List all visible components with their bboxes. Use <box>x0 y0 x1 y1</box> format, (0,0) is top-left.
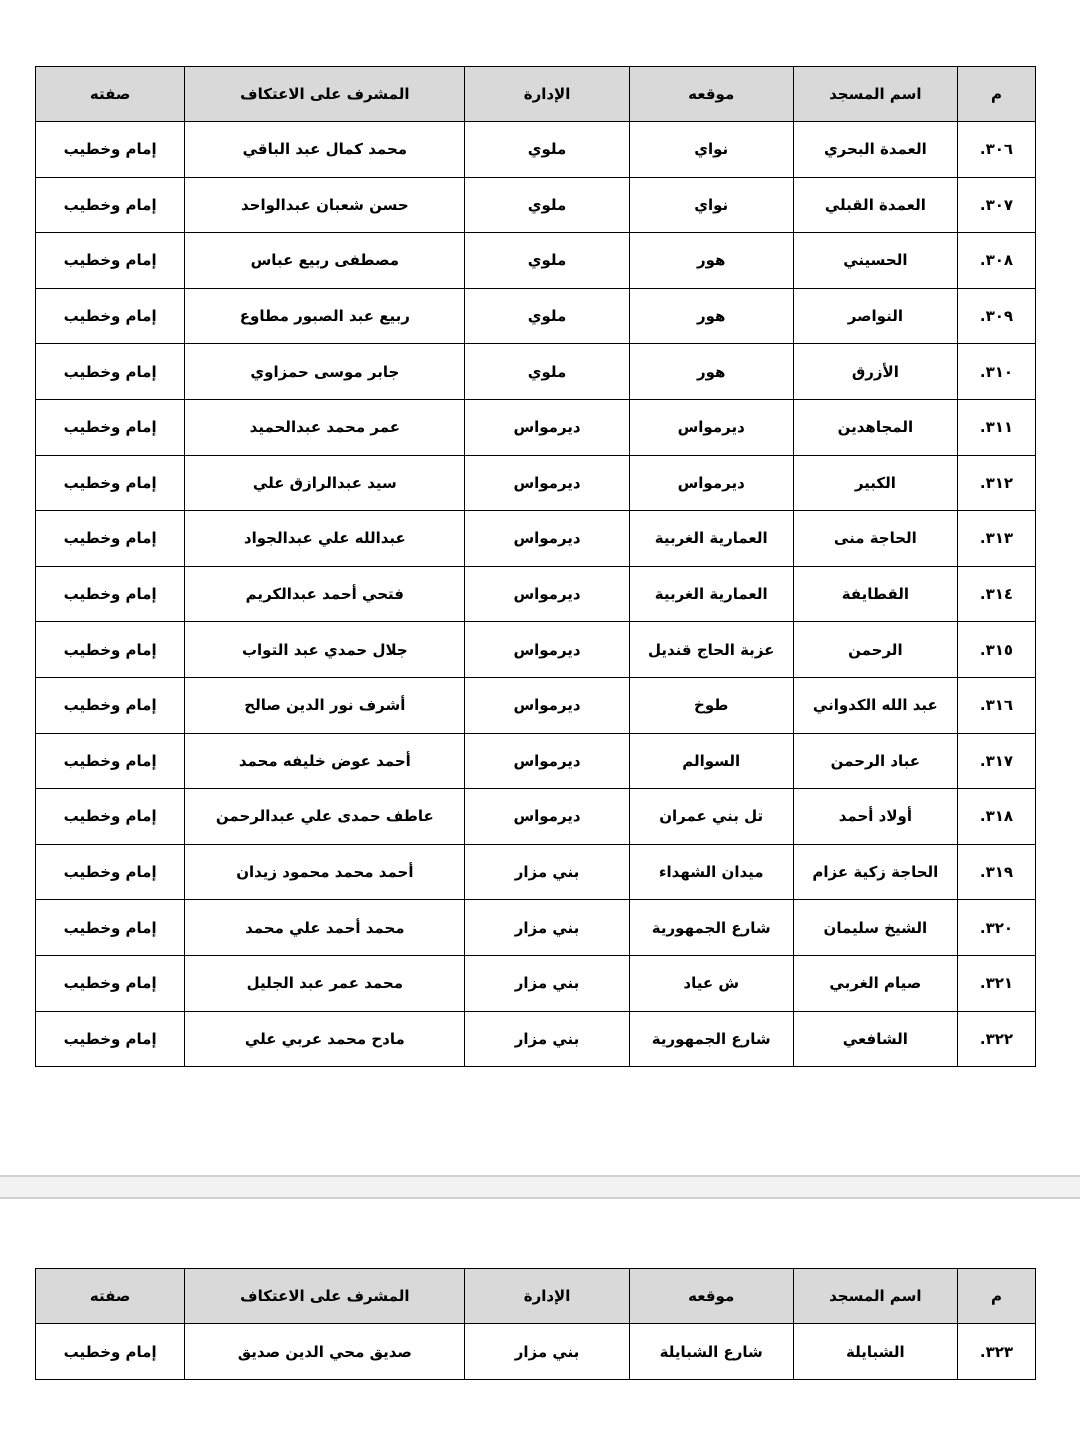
header-supervisor: المشرف على الاعتكاف <box>185 67 465 122</box>
cell-supervisor: عبدالله علي عبدالجواد <box>185 511 465 567</box>
header-location: موقعه <box>629 1269 793 1324</box>
cell-administration: ديرمواس <box>465 677 629 733</box>
cell-supervisor: مصطفى ربيع عباس <box>185 233 465 289</box>
cell-mosque-name: عبد الله الكدواني <box>793 677 957 733</box>
cell-mosque-name: الحاجة زكية عزام <box>793 844 957 900</box>
header-mosque-name: اسم المسجد <box>793 1269 957 1324</box>
page-separator <box>0 1175 1080 1199</box>
cell-administration: بني مزار <box>465 1324 629 1380</box>
header-administration: الإدارة <box>465 67 629 122</box>
cell-mosque-name: المجاهدين <box>793 399 957 455</box>
cell-num: ٣١٩. <box>957 844 1035 900</box>
cell-num: ٣١١. <box>957 399 1035 455</box>
cell-num: ٣٠٦. <box>957 122 1035 178</box>
header-num: م <box>957 1269 1035 1324</box>
cell-role: إمام وخطيب <box>36 399 185 455</box>
cell-num: ٣١٨. <box>957 789 1035 845</box>
cell-administration: ملوي <box>465 122 629 178</box>
cell-role: إمام وخطيب <box>36 1324 185 1380</box>
cell-num: ٣٢٣. <box>957 1324 1035 1380</box>
cell-location: عزبة الحاج قنديل <box>629 622 793 678</box>
cell-location: هور <box>629 344 793 400</box>
cell-supervisor: عاطف حمدى علي عبدالرحمن <box>185 789 465 845</box>
cell-administration: ديرمواس <box>465 789 629 845</box>
cell-role: إمام وخطيب <box>36 1011 185 1067</box>
table-row <box>36 566 1036 622</box>
cell-num: ٣١٢. <box>957 455 1035 511</box>
cell-location: شارع الشبايلة <box>629 1324 793 1380</box>
cell-administration: ملوي <box>465 233 629 289</box>
cell-administration: ديرمواس <box>465 511 629 567</box>
cell-mosque-name: صيام الغربي <box>793 955 957 1011</box>
cell-administration: بني مزار <box>465 955 629 1011</box>
cell-location: نواي <box>629 177 793 233</box>
cell-supervisor: جلال حمدي عبد التواب <box>185 622 465 678</box>
cell-supervisor: أحمد محمد محمود زيدان <box>185 844 465 900</box>
cell-administration: ملوي <box>465 288 629 344</box>
cell-role: إمام وخطيب <box>36 511 185 567</box>
cell-mosque-name: العمدة القبلي <box>793 177 957 233</box>
cell-location: هور <box>629 288 793 344</box>
cell-location: شارع الجمهورية <box>629 900 793 956</box>
cell-supervisor: حسن شعبان عبدالواحد <box>185 177 465 233</box>
table-header-row <box>36 1269 1036 1324</box>
cell-administration: ملوي <box>465 177 629 233</box>
mosques-table-page-1 <box>35 66 1036 1067</box>
cell-role: إمام وخطيب <box>36 233 185 289</box>
table-header-row <box>36 67 1036 122</box>
cell-location: ش عياد <box>629 955 793 1011</box>
cell-role: إمام وخطيب <box>36 288 185 344</box>
table-row <box>36 455 1036 511</box>
cell-mosque-name: القطايفة <box>793 566 957 622</box>
cell-administration: بني مزار <box>465 900 629 956</box>
cell-mosque-name: عباد الرحمن <box>793 733 957 789</box>
cell-num: ٣٢٢. <box>957 1011 1035 1067</box>
cell-num: ٣١٣. <box>957 511 1035 567</box>
cell-location: ميدان الشهداء <box>629 844 793 900</box>
table-row <box>36 511 1036 567</box>
table-row <box>36 233 1036 289</box>
cell-administration: بني مزار <box>465 1011 629 1067</box>
cell-mosque-name: النواصر <box>793 288 957 344</box>
cell-num: ٣٠٩. <box>957 288 1035 344</box>
cell-role: إمام وخطيب <box>36 677 185 733</box>
cell-num: ٣١٦. <box>957 677 1035 733</box>
cell-supervisor: محمد أحمد علي محمد <box>185 900 465 956</box>
cell-role: إمام وخطيب <box>36 177 185 233</box>
cell-role: إمام وخطيب <box>36 789 185 845</box>
cell-administration: بني مزار <box>465 844 629 900</box>
cell-location: السوالم <box>629 733 793 789</box>
table-row <box>36 622 1036 678</box>
table-row <box>36 733 1036 789</box>
cell-supervisor: صديق محي الدين صديق <box>185 1324 465 1380</box>
cell-location: العمارية الغربية <box>629 511 793 567</box>
cell-role: إمام وخطيب <box>36 566 185 622</box>
cell-num: ٣١٥. <box>957 622 1035 678</box>
cell-num: ٣٠٧. <box>957 177 1035 233</box>
cell-num: ٣١٠. <box>957 344 1035 400</box>
cell-supervisor: فتحي أحمد عبدالكريم <box>185 566 465 622</box>
cell-mosque-name: أولاد أحمد <box>793 789 957 845</box>
cell-role: إمام وخطيب <box>36 900 185 956</box>
cell-location: تل بني عمران <box>629 789 793 845</box>
cell-location: شارع الجمهورية <box>629 1011 793 1067</box>
cell-role: إمام وخطيب <box>36 455 185 511</box>
table-row <box>36 789 1036 845</box>
cell-supervisor: مادح محمد عربي علي <box>185 1011 465 1067</box>
table-row <box>36 1011 1036 1067</box>
cell-num: ٣١٧. <box>957 733 1035 789</box>
table-body <box>36 1324 1036 1380</box>
cell-location: ديرمواس <box>629 399 793 455</box>
cell-role: إمام وخطيب <box>36 622 185 678</box>
header-role: صفته <box>36 1269 185 1324</box>
cell-supervisor: جابر موسى حمزاوي <box>185 344 465 400</box>
header-administration: الإدارة <box>465 1269 629 1324</box>
cell-administration: ملوي <box>465 344 629 400</box>
cell-supervisor: محمد عمر عبد الجليل <box>185 955 465 1011</box>
table-row <box>36 900 1036 956</box>
cell-supervisor: سيد عبدالرازق علي <box>185 455 465 511</box>
cell-mosque-name: الشيخ سليمان <box>793 900 957 956</box>
cell-supervisor: أحمد عوض خليفه محمد <box>185 733 465 789</box>
cell-administration: ديرمواس <box>465 622 629 678</box>
table-row <box>36 955 1036 1011</box>
cell-num: ٣٢٠. <box>957 900 1035 956</box>
cell-location: طوخ <box>629 677 793 733</box>
header-supervisor: المشرف على الاعتكاف <box>185 1269 465 1324</box>
cell-mosque-name: العمدة البحري <box>793 122 957 178</box>
cell-role: إمام وخطيب <box>36 733 185 789</box>
cell-mosque-name: الرحمن <box>793 622 957 678</box>
cell-location: هور <box>629 233 793 289</box>
table-row <box>36 177 1036 233</box>
table-row <box>36 1324 1036 1380</box>
table-row <box>36 344 1036 400</box>
cell-supervisor: محمد كمال عبد الباقي <box>185 122 465 178</box>
table-row <box>36 288 1036 344</box>
cell-mosque-name: الشافعي <box>793 1011 957 1067</box>
cell-administration: ديرمواس <box>465 733 629 789</box>
table-row <box>36 677 1036 733</box>
cell-role: إمام وخطيب <box>36 844 185 900</box>
cell-mosque-name: الأزرق <box>793 344 957 400</box>
cell-supervisor: أشرف نور الدين صالح <box>185 677 465 733</box>
cell-administration: ديرمواس <box>465 566 629 622</box>
cell-mosque-name: الشبايلة <box>793 1324 957 1380</box>
cell-location: العمارية الغربية <box>629 566 793 622</box>
cell-mosque-name: الحسيني <box>793 233 957 289</box>
table-row <box>36 399 1036 455</box>
cell-administration: ديرمواس <box>465 455 629 511</box>
cell-num: ٣٢١. <box>957 955 1035 1011</box>
cell-role: إمام وخطيب <box>36 122 185 178</box>
cell-location: نواي <box>629 122 793 178</box>
cell-role: إمام وخطيب <box>36 344 185 400</box>
header-mosque-name: اسم المسجد <box>793 67 957 122</box>
cell-administration: ديرمواس <box>465 399 629 455</box>
cell-num: ٣١٤. <box>957 566 1035 622</box>
table-row <box>36 844 1036 900</box>
cell-supervisor: ربيع عبد الصبور مطاوع <box>185 288 465 344</box>
cell-mosque-name: الحاجة منى <box>793 511 957 567</box>
cell-supervisor: عمر محمد عبدالحميد <box>185 399 465 455</box>
header-role: صفته <box>36 67 185 122</box>
header-location: موقعه <box>629 67 793 122</box>
cell-location: ديرمواس <box>629 455 793 511</box>
header-num: م <box>957 67 1035 122</box>
cell-num: ٣٠٨. <box>957 233 1035 289</box>
table-row <box>36 122 1036 178</box>
cell-role: إمام وخطيب <box>36 955 185 1011</box>
mosques-table-page-2 <box>35 1268 1036 1380</box>
table-body <box>36 122 1036 1067</box>
cell-mosque-name: الكبير <box>793 455 957 511</box>
